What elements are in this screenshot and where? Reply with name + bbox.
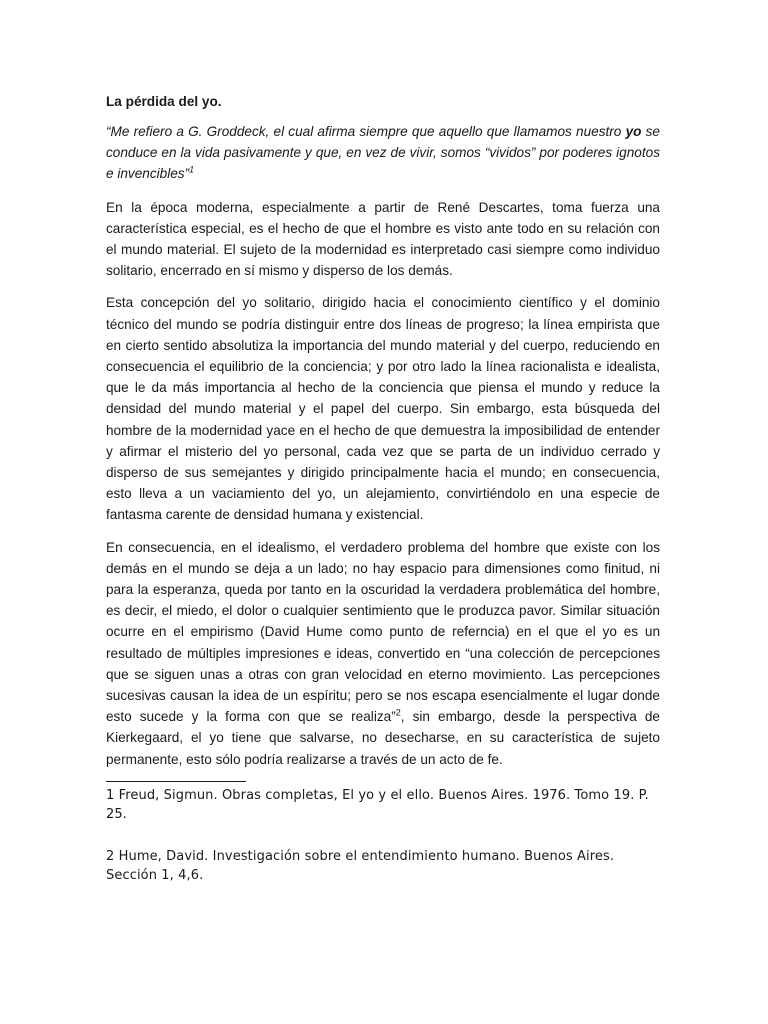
document-page: [106, 91, 660, 885]
paragraph-3-text-start: En consecuencia, en el idealismo, el verdadero problema del hombre que existe con los demás en el mundo se deja a un lado; no hay espacio para dimensiones como finitud, ni para la esperanza, queda por tanto en la oscuridad la verdadera problemática del hombre, es decir, el miedo, el dolor o cualquier sentimiento que le produzca pavor. Similar situación ocurre en el empirismo (David Hume como punto de referncia) en el que el yo es un resultado de múltiples impresiones e ideas, convertido en “una colección de percepciones que se siguen unas a otras con gran velocidad en eterno movimiento. Las percepciones sucesivas causan la idea de un espíritu; pero se nos escapa esencialmente el lugar donde esto sucede y la forma con que se realiza”: [106, 539, 660, 725]
quote-text-start: “Me refiero a G. Groddeck, el cual afirma siempre que aquello que llamamos nuestro: [106, 124, 626, 139]
footnote-separator: [106, 781, 246, 782]
footnote-2: 2 Hume, David. Investigación sobre el entendimiento humano. Buenos Aires. Sección 1, 4,6.: [106, 848, 615, 883]
footnote-1: 1 Freud, Sigmun. Obras completas, El yo y el ello. Buenos Aires. 1976. Tomo 19. P. 25.: [106, 787, 649, 822]
body-paragraph-3: [106, 537, 660, 770]
paragraph-3-text-end: , sin embargo, desde la perspectiva de Kierkegaard, el yo tiene que salvarse, no desecharse, en su característica de sujeto permanente, esto sólo podría realizarse a través de un acto de fe.: [106, 709, 660, 767]
footnote-ref-1[interactable]: 1: [189, 164, 195, 175]
footnote-ref-2[interactable]: 2: [395, 707, 401, 718]
body-paragraph-1: En la época moderna, especialmente a partir de René Descartes, toma fuerza una característica especial, es el hecho de que el hombre es visto ante todo en su relación con el mundo material. El sujeto de la modernidad es interpretado casi siempre como individuo solitario, encerrado en sí mismo y disperso de los demás.: [106, 199, 660, 279]
quote-text-end: se conduce en la vida pasivamente y que, en vez de vivir, somos “vividos” por poderes ignotos e invencibles”: [106, 124, 660, 182]
body-paragraph-2: Esta concepción del yo solitario, dirigido hacia el conocimiento científico y el dominio técnico del mundo se podría distinguir entre dos líneas de progreso; la línea empirista que en cierto sentido absolutiza la importancia del mundo material y del cuerpo, reduciendo en consecuencia el equilibrio de la conciencia; y por otro lado la línea racionalista e idealista, que le da más importancia al hecho de la conciencia que piensa el mundo y reduce la densidad del mundo material y el papel del cuerpo. Sin embargo, esta búsqueda del hombre de la modernidad yace en el hecho de que demuestra la imposibilidad de entender y afirmar el misterio del yo personal, cada vez que se parta de un individuo cerrado y disperso de sus semejantes y dirigido principalmente hacia el mundo; en consecuencia, esto lleva a un vaciamiento del yo, un alejamiento, convirtiéndolo en una especie de fantasma carente de densidad humana y existencial.: [106, 295, 660, 523]
opening-quote: [106, 121, 660, 185]
document-title: La pérdida del yo.: [106, 94, 222, 109]
quote-emphasis: yo: [625, 124, 642, 139]
